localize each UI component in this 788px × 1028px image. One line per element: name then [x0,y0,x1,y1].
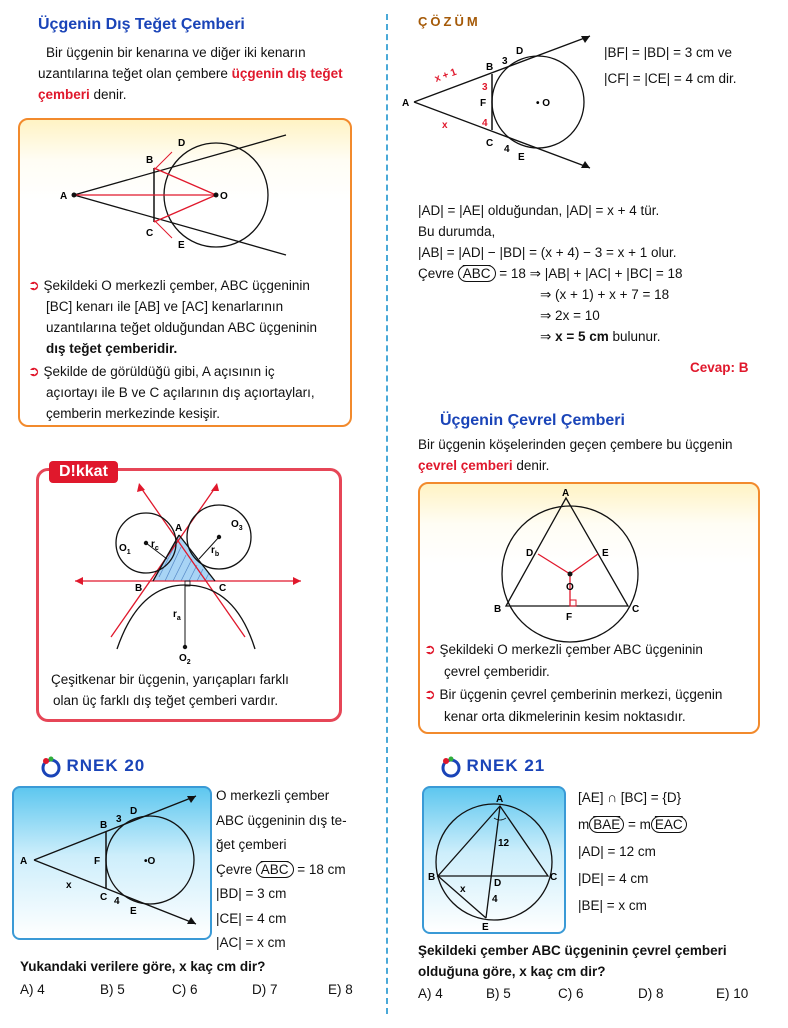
bullet-2-line-3: çemberin merkezinde kesişir. [46,406,221,421]
ex20-question: Yukandaki verilere göre, x kaç cm dir? [20,959,266,974]
label-3: 3 [502,56,508,67]
label-4: 4 [114,896,120,907]
label-C: C [550,872,558,883]
ex21-option-b[interactable]: B) 5 [486,986,511,1001]
dikkat-line-2: olan üç farklı dış teğet çemberi vardır. [53,693,279,708]
ornek-20-number: RNEK 20 [66,756,146,776]
label-3: 3 [116,814,122,825]
arrow-bullet-icon: ➲ [424,641,436,657]
dikkat-box [36,463,342,722]
bullet-1-line-3: uzantılarına teğet olduğundan ABC üçgeninin [46,320,317,335]
intro-term-2: çemberi [38,87,90,102]
label-C: C [632,604,640,615]
sol-line-2: Bu durumda, [418,224,496,239]
circum-bullet-1: ➲ Şekildeki O merkezli çember ABC üçgeninin [424,641,703,657]
ex21-question-line-2: olduğuna göre, x kaç cm dir? [418,964,606,979]
ex20-option-d[interactable]: D) 7 [252,982,278,997]
ornek-21-header [440,756,545,778]
dikkat-line-1: Çeşitkenar bir üçgenin, yarıçapları farklı [51,672,289,687]
label-O1: $O_1$ [119,543,131,556]
bullet-2-line-1: Şekilde de görüldüğü gibi, A açısının iç [43,364,275,379]
intro-line-2: uzantılarına teğet olan çembere [38,66,232,81]
label-D: D [178,138,186,149]
bullet-1-line-4: dış teğet çemberidir. [46,341,178,356]
solution-steps [418,200,758,347]
label-O: •O [144,856,156,867]
label-D: D [494,878,502,889]
ex21-question [418,940,768,982]
label-4: 4 [504,144,510,155]
sol-line-7: ⇒ x = 5 cm bulunur. [540,329,661,344]
example-20-figure [14,788,210,938]
ex20-line-7: |AC| = x cm [216,935,286,950]
label-C: C [486,138,494,149]
sol-given-1: |BF| = |BD| = 3 cm ve [604,45,733,60]
bullet-2 [28,361,346,424]
label-B: B [146,155,154,166]
ex20-line-5: |BD| = 3 cm [216,886,287,901]
sol-line-5: ⇒ (x + 1) + x + 7 = 18 [540,287,670,302]
ex20-line-2: ABC üçgeninin dış te- [216,812,347,828]
bullet-1-line-1: Şekildeki O merkezli çember, ABC üçgeninin [43,278,310,293]
ornek-logo-icon [440,756,462,778]
ex21-option-e[interactable]: E) 10 [716,986,749,1001]
circum-bullet-2-line-2: kenar orta dikmelerinin kesim noktasıdır. [444,709,686,724]
label-O2: $O_2$ [179,653,191,666]
ex20-line-3: ğet çemberi [216,837,287,852]
label-E: E [518,152,525,163]
answer-label: Cevap: B [690,360,749,375]
bullet-1-line-2: [BC] kenarı ile [AB] ve [AC] kenarlarının [46,299,284,314]
definition-bullets [28,275,346,424]
circum-intro-line-1: Bir üçgenin köşelerinden geçen çembere bu üçgenin [418,437,733,452]
example-21-figure-box [422,786,566,934]
label-C: C [146,228,154,239]
bullet-1 [28,275,346,359]
label-B: B [486,62,494,73]
circumcircle-bullets [424,638,754,728]
label-C: C [100,892,108,903]
sol-line-4: Çevre $\overline{ABC} = 18$ ⇒ |AB| + |AC| + |BC| = 18 [418,266,683,281]
sol-line-6: ⇒ 2x = 10 [540,308,600,323]
sol-line-3: |AB| = |AD| − |BD| = (x + 4) − 3 = x + 1 olur. [418,245,677,260]
label-F: F [566,612,573,623]
definition-box [18,118,352,427]
label-C: C [219,583,227,594]
label-D: D [516,46,524,57]
dikkat-text [51,669,336,711]
label-D: D [526,548,534,559]
ex21-options [418,986,768,1006]
label-3-red: 3 [482,82,488,93]
label-12: 12 [498,838,510,849]
label-F: F [94,856,101,867]
ex21-option-a[interactable]: A) 4 [418,986,443,1001]
ex21-question-line-1: Şekildeki çember ABC üçgeninin çevrel çemberi [418,943,727,958]
bullet-2-line-2: açıortayı ile B ve C açılarının dış açıortayları, [46,385,315,400]
label-O: • O [536,98,551,109]
label-O: O [566,582,574,593]
label-A: A [20,856,28,867]
label-B: B [428,872,436,883]
label-E: E [602,548,609,559]
label-O3: $O_3$ [231,519,243,532]
dikkat-badge: D!kkat [49,461,118,483]
arrow-bullet-icon: ➲ [28,277,40,293]
ex20-option-c[interactable]: C) 6 [172,982,198,997]
label-rb: $r_b$ [211,545,220,558]
circum-term: çevrel çemberi [418,458,513,473]
label-D: D [130,806,138,817]
label-E: E [130,906,137,917]
ex21-option-c[interactable]: C) 6 [558,986,584,1001]
intro-line-3: denir. [89,87,127,102]
example-21-givens [578,784,687,919]
circum-intro-line-2: denir. [512,458,550,473]
circumcircle-box [418,482,760,734]
ex21-line-4: |DE| = 4 cm [578,871,649,886]
label-E: E [482,922,489,933]
label-4-red: 4 [482,118,488,129]
label-O: O [220,191,228,202]
label-E: E [178,240,185,251]
circumcircle-figure [490,488,690,626]
ex20-option-b[interactable]: B) 5 [100,982,125,997]
label-B: B [135,583,143,594]
ex20-line-6: |CE| = 4 cm [216,910,287,926]
example-21-figure [424,788,564,932]
section-title-external-tangent-circle: Üçgenin Dış Teğet Çemberi [38,16,245,33]
label-A: A [60,191,68,202]
intro-term-1: üçgenin dış teğet [231,66,343,81]
solution-givens [604,40,737,92]
label-A: A [175,523,183,534]
intro-paragraph [38,42,368,105]
label-B: B [100,820,108,831]
ex20-option-e[interactable]: E) 8 [328,982,353,997]
label-ra: $r_a$ [173,609,181,622]
ex21-line-1: [AE] ∩ [BC] = {D} [578,790,682,805]
sol-given-2: |CF| = |CE| = 4 cm dir. [604,71,737,86]
label-x: x [66,880,72,891]
circumcircle-intro [418,434,768,476]
section-title-circumcircle: Üçgenin Çevrel Çemberi [440,412,625,429]
label-A: A [402,98,410,109]
ex20-line-4: Çevre $\overline{ABC} = 18$ cm [216,861,346,877]
arrow-bullet-icon: ➲ [28,363,40,379]
ex20-options [20,982,370,1002]
sol-line-1: |AD| = |AE| olduğundan, |AD| = x + 4 tür. [418,203,660,218]
ex20-option-a[interactable]: A) 4 [20,982,45,997]
column-divider [386,14,388,1014]
external-tangent-figure [50,130,320,260]
arrow-bullet-icon: ➲ [424,686,436,702]
ex21-option-d[interactable]: D) 8 [638,986,664,1001]
label-4: 4 [492,894,498,905]
label-B: B [494,604,502,615]
label-x: x [442,120,448,131]
circum-bullet-1-line-2: çevrel çemberidir. [444,664,550,679]
label-x-plus-1: x + 1 [433,66,459,85]
ornek-logo-icon [40,756,62,778]
solution-figure [398,30,598,170]
label-x: x [460,884,466,895]
ex21-line-3: |AD| = 12 cm [578,844,656,859]
label-F: F [480,98,487,109]
ex21-line-2: m $\overline{BAE} = m$ $\overline{EAC}$ [578,811,687,838]
label-A: A [496,794,504,805]
ornek-20-header [40,756,145,778]
ornek-21-number: RNEK 21 [466,756,546,776]
example-20-givens [216,784,376,956]
ex21-line-5: |BE| = x cm [578,898,647,913]
intro-line-1: Bir üçgenin bir kenarına ve diğer iki kenarın [46,45,306,60]
label-rc: $r_c$ [151,539,159,552]
circum-bullet-2: ➲ Bir üçgenin çevrel çemberinin merkezi, üçgenin [424,686,723,702]
three-excircles-figure [39,477,339,666]
label-A: A [562,488,570,499]
ex20-line-1: O merkezli çember [216,788,330,803]
cozum-title: ÇÖZÜM [418,14,481,29]
example-20-figure-box [12,786,212,940]
